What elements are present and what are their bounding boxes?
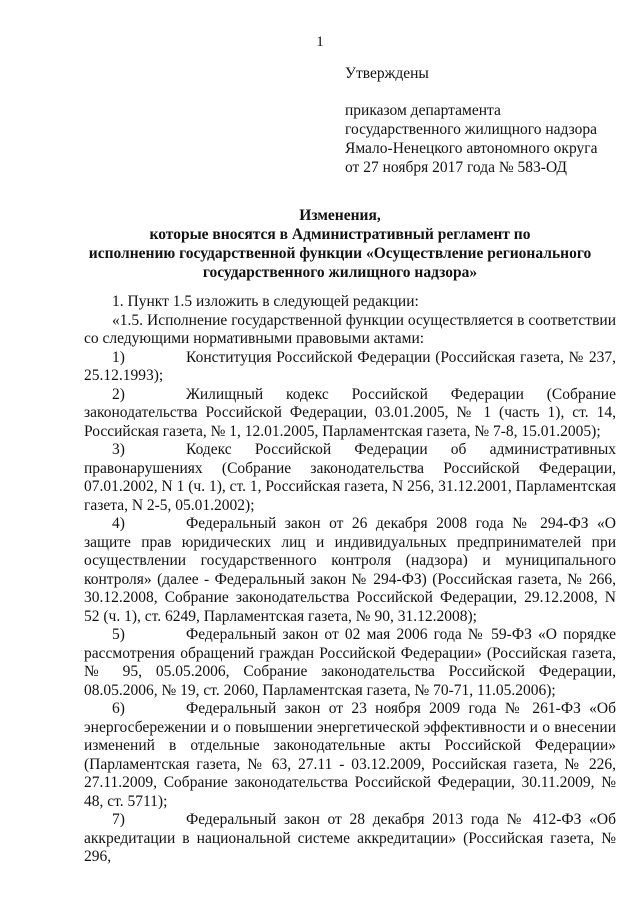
approval-line: государственного жилищного надзора: [345, 121, 598, 138]
item-text: Кодекс Российской Федерации об административных правонарушениях (Собрание законодательства Российской Федерации, 07.01.2002, N 1 (ч. 1), ст. 1, Российская газета, N 256, 31.12.2001, Парламентская газета, N 2-5, 05.01.2002);: [84, 441, 616, 514]
intro-paragraph: «1.5. Исполнение государственной функции осуществляется в соответствии со следующими нормативными правовыми актами:: [84, 311, 616, 347]
item-number: 6): [112, 700, 125, 717]
item-number: 2): [112, 385, 125, 403]
title-line: Изменения,: [299, 207, 381, 224]
list-item: [84, 626, 616, 700]
page-number: 1: [316, 34, 324, 50]
document-title: [40, 206, 640, 282]
list-item: [84, 386, 616, 442]
list-item: [84, 811, 616, 867]
list-item: [84, 700, 616, 811]
item-text: Жилищный кодекс Российской Федерации (Собрание законодательства Российской Федерации, 03.01.2005, № 1 (часть 1), ст. 14, Российская газета, № 1, 12.01.2005, Парламентская газета, № 7-8, 15.01.2005);: [84, 385, 616, 440]
document-body: [84, 293, 616, 867]
list-item: [84, 349, 616, 386]
title-line: исполнению государственной функции «Осуществление регионального: [88, 245, 592, 262]
approval-line: приказом департамента: [345, 102, 501, 119]
list-item: [84, 515, 616, 626]
item-text: Федеральный закон от 02 мая 2006 года № 59-ФЗ «О порядке рассмотрения обращений граждан Российской Федерации» (Российская газета, № 95, 05.05.2006, Собрание законодательства Российской Федерации, 08.05.2006, № 19, ст. 2060, Парламентская газета, № 70-71, 11.05.2006);: [84, 626, 616, 699]
approval-label: Утверждены: [345, 65, 429, 82]
approval-line: Ямало-Ненецкого автономного округа: [345, 140, 598, 157]
point-heading: 1. Пункт 1.5 изложить в следующей редакции:: [112, 293, 419, 310]
item-number: 3): [112, 441, 125, 458]
item-number: 1): [112, 348, 125, 366]
item-text: Федеральный закон от 23 ноября 2009 года № 261-ФЗ «Об энергосбережении и о повышении энергетической эффективности и о внесении изменений в отдельные законодательные акты Российской Федерации» (Парламентская газета, № 63, 27.11 - 03.12.2009, Российская газета, № 226, 27.11.2009, Собрание законодательства Российской Федерации, 30.11.2009, № 48, ст. 5711);: [84, 700, 616, 810]
approval-block: [345, 64, 630, 177]
item-number: 4): [112, 515, 125, 532]
title-line: которые вносятся в Административный регламент по: [149, 226, 531, 243]
item-text: Конституция Российской Федерации (Российская газета, № 237, 25.12.1993);: [84, 348, 616, 384]
item-text: Федеральный закон от 26 декабря 2008 года № 294-ФЗ «О защите прав юридических лиц и индивидуальных предпринимателей при осуществлении государственного контроля (надзора) и муниципального контроля» (далее - Федеральный закон № 294-ФЗ) (Российская газета, № 266, 30.12.2008, Собрание законодательства Российской Федерации, 29.12.2008, N 52 (ч. 1), ст. 6249, Парламентская газета, № 90, 31.12.2008);: [84, 515, 616, 625]
list-item: [84, 441, 616, 515]
item-text: Федеральный закон от 28 декабря 2013 года № 412-ФЗ «Об аккредитации в национальной системе аккредитации» (Российская газета, № 296,: [84, 811, 616, 865]
item-number: 7): [112, 811, 125, 828]
approval-line: от 27 ноября 2017 года № 583-ОД: [345, 159, 567, 176]
title-line: государственного жилищного надзора»: [202, 264, 478, 281]
item-number: 5): [112, 626, 125, 643]
